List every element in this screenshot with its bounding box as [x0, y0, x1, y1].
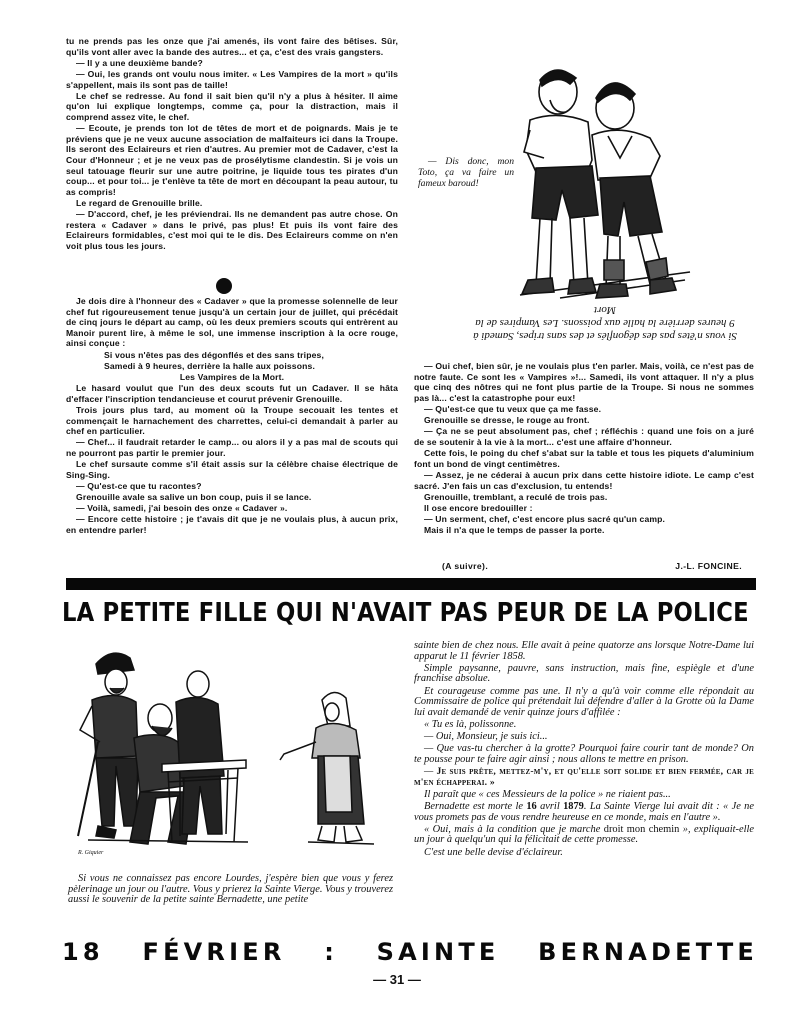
paragraph: — Oui, Monsieur, je suis ici... — [424, 731, 548, 743]
paragraph: Et courageuse comme pas une. Il n'y a qu'à voir comme elle répondait au Commissaire de police qui prétendait lui défendre d'aller à la Grotte où la Dame lui avait demandé de venir quinze jours d'affilée : — [414, 685, 754, 718]
caption-text: — Dis donc, mon Toto, ça va faire un fameux baroud! — [418, 156, 514, 189]
story-column-left-middle — [66, 296, 398, 536]
paragraph: Il paraît que « ces Messieurs de la police » ne riaient pas... — [424, 788, 671, 800]
title-word: FÉVRIER — [142, 938, 286, 966]
page-number: — 31 — — [373, 972, 421, 987]
paragraph: Les Vampires de la Mort. — [179, 371, 285, 382]
title-word: : — [324, 938, 338, 966]
police-scene-illustration — [68, 646, 398, 856]
paragraph: « Oui, mais à la condition que je marche droit mon chemin », expliquait-elle un jour à quelqu'un qui la félicitait de cette promesse. — [414, 823, 754, 846]
paragraph: — Qu'est-ce que tu veux que ça me fasse. — [424, 403, 602, 414]
paragraph: — Qu'est-ce que tu racontes? — [76, 480, 202, 491]
paragraph: — Chef... il faudrait retarder le camp... ou alors il y a pas mal de scouts qui ne pourront pas partir le premier jour. — [66, 437, 398, 458]
feature-headline: LA PETITE FILLE QUI N'AVAIT PAS PEUR DE LA POLICE — [62, 598, 749, 628]
story-column-left-top — [66, 36, 398, 252]
paragraph: — Ça ne se peut absolument pas, chef ; réfléchis : quand une fois on a juré de se soutenir à la vie à la mort... c'est une affaire d'honneur. — [414, 426, 754, 447]
story-column-right — [414, 361, 754, 536]
paragraph: Grenouille avale sa salive un bon coup, puis il se lance. — [76, 492, 312, 503]
to-be-continued: (A suivre). — [442, 561, 489, 571]
paragraph: — Que vas-tu chercher à la grotte? Pourquoi faire courir tant de monde? On te pousse pour te faire agir ainsi ; nous allons te mettre en prison. — [414, 743, 754, 765]
paragraph: Il ose encore bredouiller : — [424, 502, 533, 513]
paragraph: — Je suis prête, mettez-m'y, et qu'elle soit solide et bien fermée, car je m'en échapperai. » — [414, 766, 754, 788]
feast-day-title — [62, 938, 758, 966]
paragraph: Samedi à 9 heures, derrière la halle aux poissons. — [104, 360, 315, 371]
illustrator-signature: R. Giquier — [78, 850, 104, 856]
title-word: BERNADETTE — [538, 938, 758, 966]
section-divider — [66, 578, 756, 590]
paragraph: — Assez, je ne céderai à aucun prix dans cette histoire idiote. Le camp c'est sacré. J'en fais un cas d'exclusion, tu entends! — [414, 469, 754, 491]
gendarme-figure — [78, 653, 138, 838]
paragraph: Cette fois, le poing du chef s'abat sur la table et tous les piquets d'aluminium font un bond de vingt centimètres. — [414, 448, 754, 469]
feature-column-left — [68, 874, 393, 907]
author-name: J.-L. FONCINE. — [675, 561, 742, 571]
paragraph: — D'accord, chef, je les préviendrai. Ils ne demandent pas autre chose. On restera « Cadaver » dans le privé, pas plus! Et puis ils vont faire des Eclaireurs formidables, c'est moi qui te le dis. Des Eclaireurs comme on n'en voit plus tous les jours. — [66, 209, 398, 251]
paragraph: — Il y a une deuxième bande? — [76, 57, 203, 68]
paragraph: — Ecoute, je prends ton lot de têtes de mort et de poignards. Mais je te préviens que je ne veux aucune association de malfaiteurs ici dans la Troupe. Ils seront des Eclaireurs et rien d'autres. Au premier mot de Cadaver, c'est la Cour d'Honneur ; et je ne veux pas de prosélytisme clandestin. Si je vois un seul tatouage fleurir sur une autre poitrine, je liquide tous tes pirates d'un coup... et pour toi... je t'enlève ta tête de mort en découpant la peau autour, tu as compris! — [66, 123, 398, 197]
paragraph: tu ne prends pas les onze que j'ai amenés, ils vont faire des bêtises. Sûr, qu'ils vont aller avec la bande des autres... et ça, c'est des vrais gangsters. — [66, 36, 398, 57]
bernadette-figure — [280, 692, 374, 844]
paragraph: Je dois dire à l'honneur des « Cadaver » que la promesse solennelle de leur chef fut rigoureusement tenue jusqu'à un certain jour de juillet, qui précédait de cinq jours le départ au camp, où les deux premiers scouts qui entrèrent au Manoir purent lire, à même le sol, une immense inscription à la ocre rouge, ainsi conçue : — [66, 296, 398, 349]
paragraph: Si vous n'êtes pas des dégonflés et des sans tripes, — [104, 349, 324, 360]
paragraph: sainte bien de chez nous. Elle avait à peine quatorze ans lorsque Notre-Dame lui apparut le 11 février 1858. — [414, 640, 754, 662]
story-signoff — [442, 561, 742, 571]
paragraph: Bernadette est morte le 16 avril 1879. La Sainte Vierge lui avait dit : « Je ne vous promets pas de vous rendre heureuse en ce monde, mais en l'autre ». — [414, 801, 754, 823]
paragraph: Le chef sursaute comme s'il était assis sur la célèbre chaise électrique de Sing-Sing. — [66, 459, 398, 480]
paragraph: — Voilà, samedi, j'ai besoin des onze « Cadaver ». — [76, 503, 288, 514]
title-word: 18 — [62, 938, 104, 966]
paragraph: Grenouille, tremblant, a reculé de trois pas. — [424, 491, 608, 502]
illustration-inscription: Si vous n'êtes pas des dégonflés et des sans tripes, Samedi à 9 heures derrière la halle aux poissons. Les Vampires de la Mort — [473, 304, 737, 342]
paragraph: Trois jours plus tard, au moment où la Troupe secouait les tentes et commençait le harnachement des charrettes, celui-ci demandait à parler au chef en particulier. — [66, 404, 398, 437]
paragraph: — Oui chef, bien sûr, je ne voulais plus t'en parler. Mais, voilà, ce n'est pas de notre faute. Ce sont les « Vampires »!... Samedi, ils vont attaquer. Il n'y a plus que cinq des nôtres qui ne font plus partie de la Troupe. Si nous ne sommes pas là... c'est la catastrophe pour eux! — [414, 361, 754, 403]
paragraph: Mais il n'a que le temps de passer la porte. — [424, 525, 605, 536]
paragraph: « Tu es là, polissonne. — [424, 718, 517, 730]
boy-right — [592, 83, 676, 298]
section-bullet — [216, 278, 232, 294]
paragraph: Simple paysanne, pauvre, sans instruction, mais fine, espiègle et d'une franchise absolue. — [414, 662, 754, 685]
boy-left — [522, 70, 598, 294]
scouts-illustration — [500, 40, 715, 310]
title-word: SAINTE — [376, 938, 500, 966]
paragraph: Grenouille se dresse, le rouge au front. — [424, 415, 590, 426]
paragraph: — Oui, les grands ont voulu nous imiter. « Les Vampires de la mort » qu'ils s'appellent, mais ils sont pas de taille! — [66, 68, 398, 90]
paragraph: Le chef se redresse. Au fond il sait bien qu'il n'y a plus à hésiter. Il aime qu'on lui explique longtemps, comme ça, pour la distraction, mais il comprend assez vite, le chef. — [66, 90, 398, 122]
paragraph: — Encore cette histoire ; je t'avais dit que je ne voulais plus, à aucun prix, en entendre parler! — [66, 514, 398, 535]
paragraph: C'est une belle devise d'éclaireur. — [424, 846, 563, 858]
feature-column-right — [414, 641, 754, 860]
standing-official-figure — [176, 671, 224, 834]
paragraph: Le regard de Grenouille brille. — [76, 197, 203, 208]
paragraph: Si vous ne connaissez pas encore Lourdes, j'espère bien que vous y ferez pèlerinage un jour ou l'autre. Vous y prierez la Sainte Vierge. Vous y trouverez aussi le souvenir de la petite sainte Bernadette, une petite — [68, 873, 393, 906]
paragraph: — Un serment, chef, c'est encore plus sacré qu'un camp. — [424, 514, 666, 525]
paragraph: Le hasard voulut que l'un des deux scouts fut un Cadaver. Il se hâta d'effacer l'inscription tendancieuse et courut prévenir Grenouille. — [66, 383, 398, 404]
